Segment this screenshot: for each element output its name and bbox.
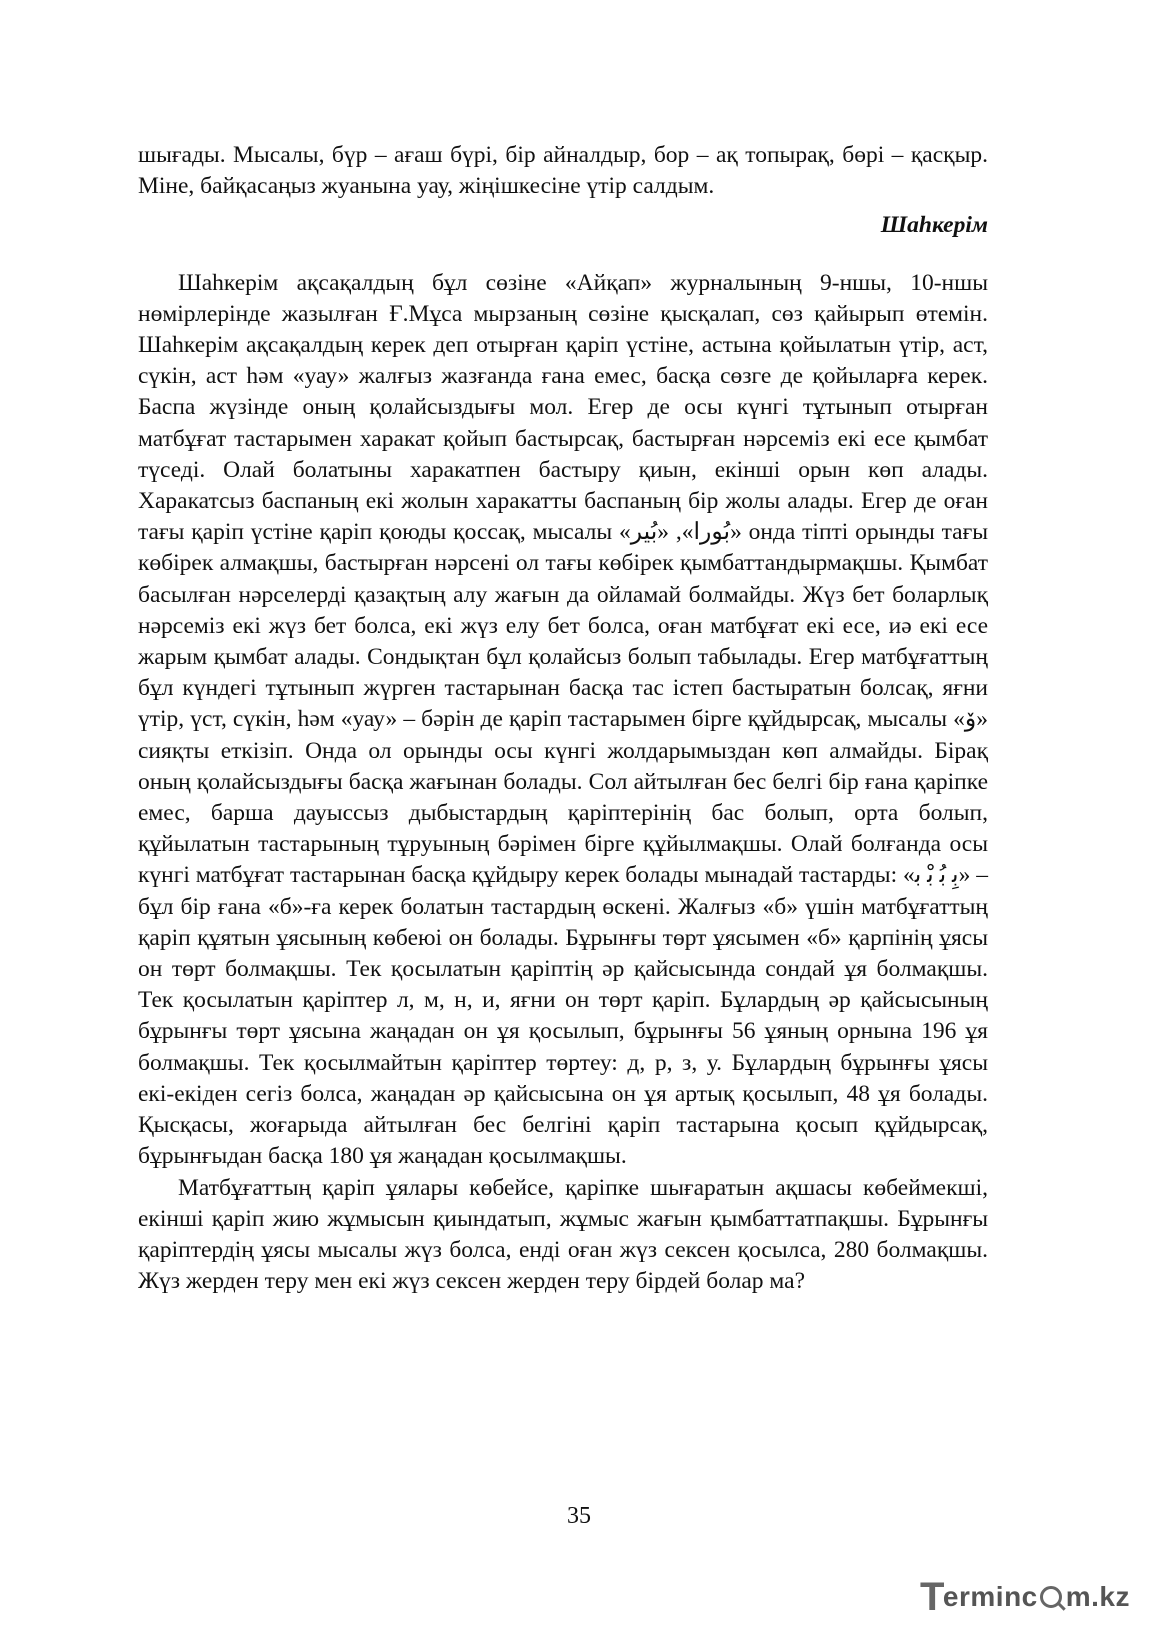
body-paragraph-1: Шаһкерім ақсақалдың бұл сөзіне «Айқап» журналының 9-ншы, 10-ншы нөмірлерінде жазылған Ғ.Мұса мырзаның сөзіне қысқалап, сөз қайырып өтемін. Шаһкерім ақсақалдың керек деп отырған қаріп үстіне, астына қойылатын үтір, аст, сүкін, аст һәм «уау» жалғыз жазғанда ғана емес, басқа сөзге де қойыларға керек. Баспа жүзінде оның қолайсыздығы мол. Егер де осы күнгі тұтынып отырған матбұғат тастарымен харакат қойып бастырсақ, бастырған нәрсеміз екі есе қымбат түседі. Олай болатыны харакатпен бастыру қиын, екінші орын көп алады. Харакатсыз баспаның екі жолын харакатты баспаның бір жолы алады. Егер де оған тағы қаріп үстіне қаріп қоюды қоссақ, мысалы «ﺑُﻮرا», «ﺑُﻴﺮ» онда тіпті орынды тағы көбірек алмақшы, бастырған нәрсені ол тағы көбірек қымбаттандырмақшы. Қымбат басылған нәрселерді қазақтың алу жағын да ойламай болмайды. Жүз бет боларлық нәрсеміз екі жүз бет болса, екі жүз елу бет болса, оған матбұғат екі есе, иә екі есе жарым қымбат алады. Сондықтан бұл қолайсыз болып табылады. Егер матбұғаттың бұл күндегі тұтынып жүрген тастарынан басқа тас істеп бастыратын болсақ, яғни үтір, үст, сүкін, һәм «уау» – бәрін де қаріп тастарымен бірге құйдырсақ, мысалы «ﯙ» сияқты еткізіп. Онда ол орынды осы күнгі жолдарымыздан көп алмайды. Бірақ оның қолайсыздығы басқа жағынан болады. Сол айтылған бес белгі бір ғана қаріпке емес, барша дауыссыз дыбыстардың қаріптерінің бас болып, орта болып, құйылатын тастарының тұруының бәрімен бірге құйылмақшы. Олай болғанда осы күнгі матбұғат тастарынан басқа құйдыру керек болады мынадай тастарды: «ﺑِ ﺑُ ﺑْ ﺑ» – бұл бір ғана «б»-ға керек болатын тастардың өскені. Жалғыз «б» үшін матбұғаттың қаріп құятын ұясының көбеюі он болады. Бұрынғы төрт ұясымен «б» қарпінің ұясы он төрт болмақшы. Тек қосылатын қаріптің әр қайсысында сондай ұя болмақшы. Тек қосылатын қаріптер л, м, н, и, яғни он төрт қаріп. Бұлардың әр қайсысының бұрынғы төрт ұясына жаңадан он ұя қосылып, бұрынғы 56 ұяның орнына 196 ұя болмақшы. Тек қосылмайтын қаріптер төртеу: д, р, з, у. Бұлардың бұрынғы ұясы екі-екіден сегіз болса, жаңадан әр қайсысына он ұя артық қосылып, 48 ұя болады. Қысқасы, жоғарыда айтылған бес белгіні қаріп тастарына қосып құйдырсақ, бұрынғыдан басқа 180 ұя жаңадан қосылмақшы. [138,269,989,1170]
watermark-first-letter: T [919,1574,945,1619]
magnifier-icon [1040,1586,1062,1608]
author-signature: Шаһкерім [880,212,988,239]
document-page [138,140,988,1297]
body-paragraph-2: Матбұғаттың қаріп ұялары көбейсе, қаріпке шығаратын ақшасы көбеймекші, екінші қаріп жию жұмысын қиындатып, жұмыс жағын қымбаттатпақшы. Бұрынғы қаріптердің ұясы мысалы жүз болса, енді оған жүз сексен қосылса, 280 болмақшы. Жүз жерден теру мен екі жүз сексен жерден теру бірдей болар ма? [138,1174,988,1295]
top-paragraph: шығады. Мысалы, бүр – ағаш бүрі, бір айналдыр, бор – ақ топырақ, бөрі – қасқыр. Міне, байқасаңыз жуанына уау, жіңішкесіне үтір салдым. [138,142,988,200]
termincom-watermark [919,1574,1130,1619]
page-number: 35 [567,1503,591,1529]
watermark-part-1: erminc [942,1581,1038,1612]
watermark-part-2: m.kz [1065,1581,1130,1612]
